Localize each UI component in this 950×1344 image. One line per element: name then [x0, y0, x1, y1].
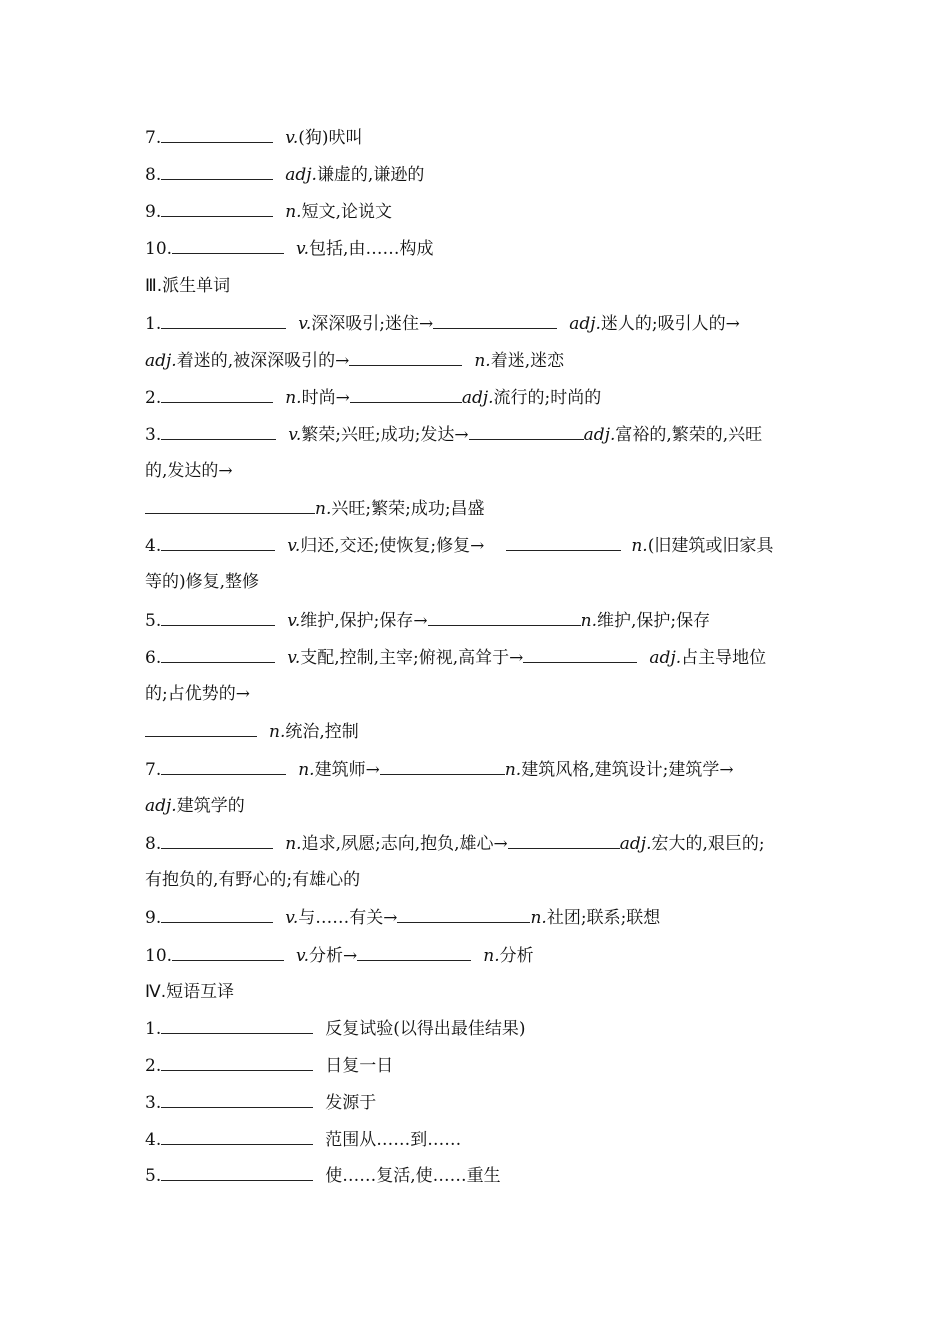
part-of-speech: n. [285, 202, 302, 222]
item-number: 4. [145, 1130, 162, 1150]
meaning-text: 深深吸引;迷住→ [311, 314, 434, 334]
item-number: 8. [145, 165, 162, 185]
answer-blank[interactable] [161, 386, 273, 403]
part-of-speech: n. [285, 388, 302, 408]
meaning-text: 谦虚的,谦逊的 [316, 165, 425, 185]
part-of-speech: adj. [285, 165, 317, 185]
meaning-text: 迷人的;吸引人的→ [600, 314, 740, 334]
vocab-item-10 [145, 237, 433, 260]
meaning-text: 流行的;时尚的 [493, 388, 602, 408]
phrase-item-3 [145, 1091, 376, 1114]
part-of-speech: v. [285, 908, 299, 928]
derive-item-2 [145, 386, 601, 409]
item-number: 3. [145, 1093, 162, 1113]
part-of-speech: v. [287, 648, 301, 668]
meaning-text: 包括,由……构成 [309, 239, 434, 259]
part-of-speech: v. [288, 425, 302, 445]
phrase-item-4 [145, 1128, 461, 1151]
item-number: 7. [145, 760, 162, 780]
answer-blank[interactable] [433, 312, 557, 329]
derive-item-3-cont2 [145, 497, 485, 520]
meaning-text: 维护,保护;保存→ [300, 611, 428, 631]
item-number: 2. [145, 1056, 162, 1076]
part-of-speech: n. [269, 722, 286, 742]
answer-blank[interactable] [161, 200, 273, 217]
meaning-text: 宏大的,艰巨的; [651, 834, 765, 854]
derive-item-7-cont [145, 795, 245, 817]
derive-item-7 [145, 758, 734, 781]
part-of-speech: n. [530, 908, 547, 928]
item-number: 10. [145, 946, 173, 966]
answer-blank[interactable] [161, 534, 275, 551]
vocab-item-9 [145, 200, 392, 223]
answer-blank[interactable] [397, 906, 530, 923]
meaning-text: 着迷的,被深深吸引的→ [176, 351, 350, 371]
answer-blank[interactable] [428, 609, 581, 626]
derive-item-8 [145, 832, 765, 855]
answer-blank[interactable] [145, 720, 257, 737]
item-number: 9. [145, 202, 162, 222]
item-number: 4. [145, 536, 162, 556]
answer-blank[interactable] [161, 126, 273, 143]
meaning-text: 发源于 [325, 1093, 377, 1113]
answer-blank[interactable] [161, 646, 275, 663]
meaning-text: 维护,保护;保存 [596, 611, 711, 631]
part-of-speech: n. [298, 760, 315, 780]
meaning-text: 归还,交还;使恢复;修复→ [300, 536, 485, 556]
part-of-speech: n. [285, 834, 302, 854]
meaning-text: 日复一日 [325, 1056, 394, 1076]
item-number: 5. [145, 611, 162, 631]
part-of-speech: n. [315, 499, 332, 519]
derive-item-1-cont [145, 349, 564, 372]
meaning-text: 反复试验(以得出最佳结果) [325, 1019, 526, 1039]
item-number: 1. [145, 314, 162, 334]
meaning-text: 繁荣;兴旺;成功;发达→ [301, 425, 469, 445]
answer-blank[interactable] [506, 534, 621, 551]
item-number: 9. [145, 908, 162, 928]
meaning-text: 占主导地位 [681, 648, 767, 668]
part-of-speech: n. [483, 946, 500, 966]
answer-blank[interactable] [523, 646, 637, 663]
meaning-text: 与……有关→ [298, 908, 398, 928]
meaning-text: 分析 [499, 946, 534, 966]
part-of-speech: v. [296, 946, 310, 966]
part-of-speech: adj. [145, 351, 177, 371]
item-number: 8. [145, 834, 162, 854]
part-of-speech: v. [287, 611, 301, 631]
meaning-text: (狗)吠叫 [298, 128, 363, 148]
section-heading: Ⅲ.派生单词 [145, 276, 231, 296]
part-of-speech: adj. [461, 388, 494, 408]
part-of-speech: adj. [569, 314, 601, 334]
section-heading: Ⅳ.短语互译 [145, 982, 235, 1002]
answer-blank[interactable] [161, 1054, 313, 1071]
answer-blank[interactable] [161, 1164, 313, 1181]
item-number: 1. [145, 1019, 162, 1039]
answer-blank[interactable] [161, 832, 273, 849]
meaning-text: 短文,论说文 [301, 202, 392, 222]
meaning-text: 社团;联系;联想 [546, 908, 661, 928]
item-number: 6. [145, 648, 162, 668]
meaning-text: 建筑风格,建筑设计;建筑学→ [521, 760, 734, 780]
part-of-speech: n. [580, 611, 597, 631]
meaning-text: 使……复活,使……重生 [325, 1166, 501, 1186]
answer-blank[interactable] [508, 832, 620, 849]
answer-blank[interactable] [161, 1017, 313, 1034]
answer-blank[interactable] [161, 1128, 313, 1145]
answer-blank[interactable] [350, 386, 462, 403]
vocab-item-7 [145, 126, 363, 149]
answer-blank[interactable] [161, 1091, 313, 1108]
meaning-text: 建筑学的 [176, 796, 245, 816]
derive-item-6-cont: 的;占优势的→ [145, 684, 250, 704]
answer-blank[interactable] [469, 423, 584, 440]
answer-blank[interactable] [172, 237, 284, 254]
answer-blank[interactable] [161, 758, 286, 775]
answer-blank[interactable] [357, 944, 471, 961]
item-number: 2. [145, 388, 162, 408]
part-of-speech: adj. [583, 425, 616, 445]
part-of-speech: v. [287, 536, 301, 556]
answer-blank[interactable] [145, 497, 315, 514]
answer-blank[interactable] [172, 944, 284, 961]
meaning-text: 时尚→ [301, 388, 350, 408]
item-number: 5. [145, 1166, 162, 1186]
part-of-speech: adj. [145, 796, 177, 816]
answer-blank[interactable] [161, 312, 286, 329]
derive-item-3 [145, 423, 762, 446]
meaning-text: (旧建筑或旧家具 [647, 536, 774, 556]
derive-item-1 [145, 312, 740, 335]
answer-blank[interactable] [380, 758, 505, 775]
item-number: 10. [145, 239, 173, 259]
derive-item-4-cont: 等的)修复,整修 [145, 572, 260, 592]
meaning-text: 范围从……到…… [325, 1130, 462, 1150]
meaning-text: 支配,控制,主宰;俯视,高耸于→ [300, 648, 524, 668]
answer-blank[interactable] [161, 163, 273, 180]
meaning-text: 统治,控制 [285, 722, 359, 742]
part-of-speech: adj. [619, 834, 652, 854]
derive-item-5 [145, 609, 710, 632]
derive-item-10 [145, 944, 534, 967]
vocab-item-8 [145, 163, 424, 186]
phrase-item-5 [145, 1164, 501, 1187]
part-of-speech: adj. [649, 648, 682, 668]
phrase-item-1 [145, 1017, 526, 1040]
derive-item-3-cont: 的,发达的→ [145, 461, 233, 481]
meaning-text: 建筑师→ [314, 760, 380, 780]
part-of-speech: n. [474, 351, 491, 371]
meaning-text: 兴旺;繁荣;成功;昌盛 [331, 499, 485, 519]
derive-item-6-cont2 [145, 720, 359, 743]
derive-item-6 [145, 646, 766, 669]
item-number: 3. [145, 425, 162, 445]
meaning-text: 追求,夙愿;志向,抱负,雄心→ [301, 834, 508, 854]
meaning-text: 着迷,迷恋 [490, 351, 565, 371]
phrase-item-2 [145, 1054, 393, 1077]
part-of-speech: n. [631, 536, 648, 556]
meaning-text: 富裕的,繁荣的,兴旺 [615, 425, 763, 445]
meaning-text: 分析→ [309, 946, 358, 966]
item-number: 7. [145, 128, 162, 148]
part-of-speech: v. [296, 239, 310, 259]
derive-item-9 [145, 906, 660, 929]
part-of-speech: v. [298, 314, 312, 334]
derive-item-8-cont: 有抱负的,有野心的;有雄心的 [145, 870, 361, 890]
answer-blank[interactable] [161, 423, 276, 440]
derive-item-4 [145, 534, 773, 557]
answer-blank[interactable] [161, 609, 275, 626]
part-of-speech: n. [504, 760, 522, 780]
answer-blank[interactable] [161, 906, 273, 923]
part-of-speech: v. [285, 128, 299, 148]
answer-blank[interactable] [349, 349, 462, 366]
